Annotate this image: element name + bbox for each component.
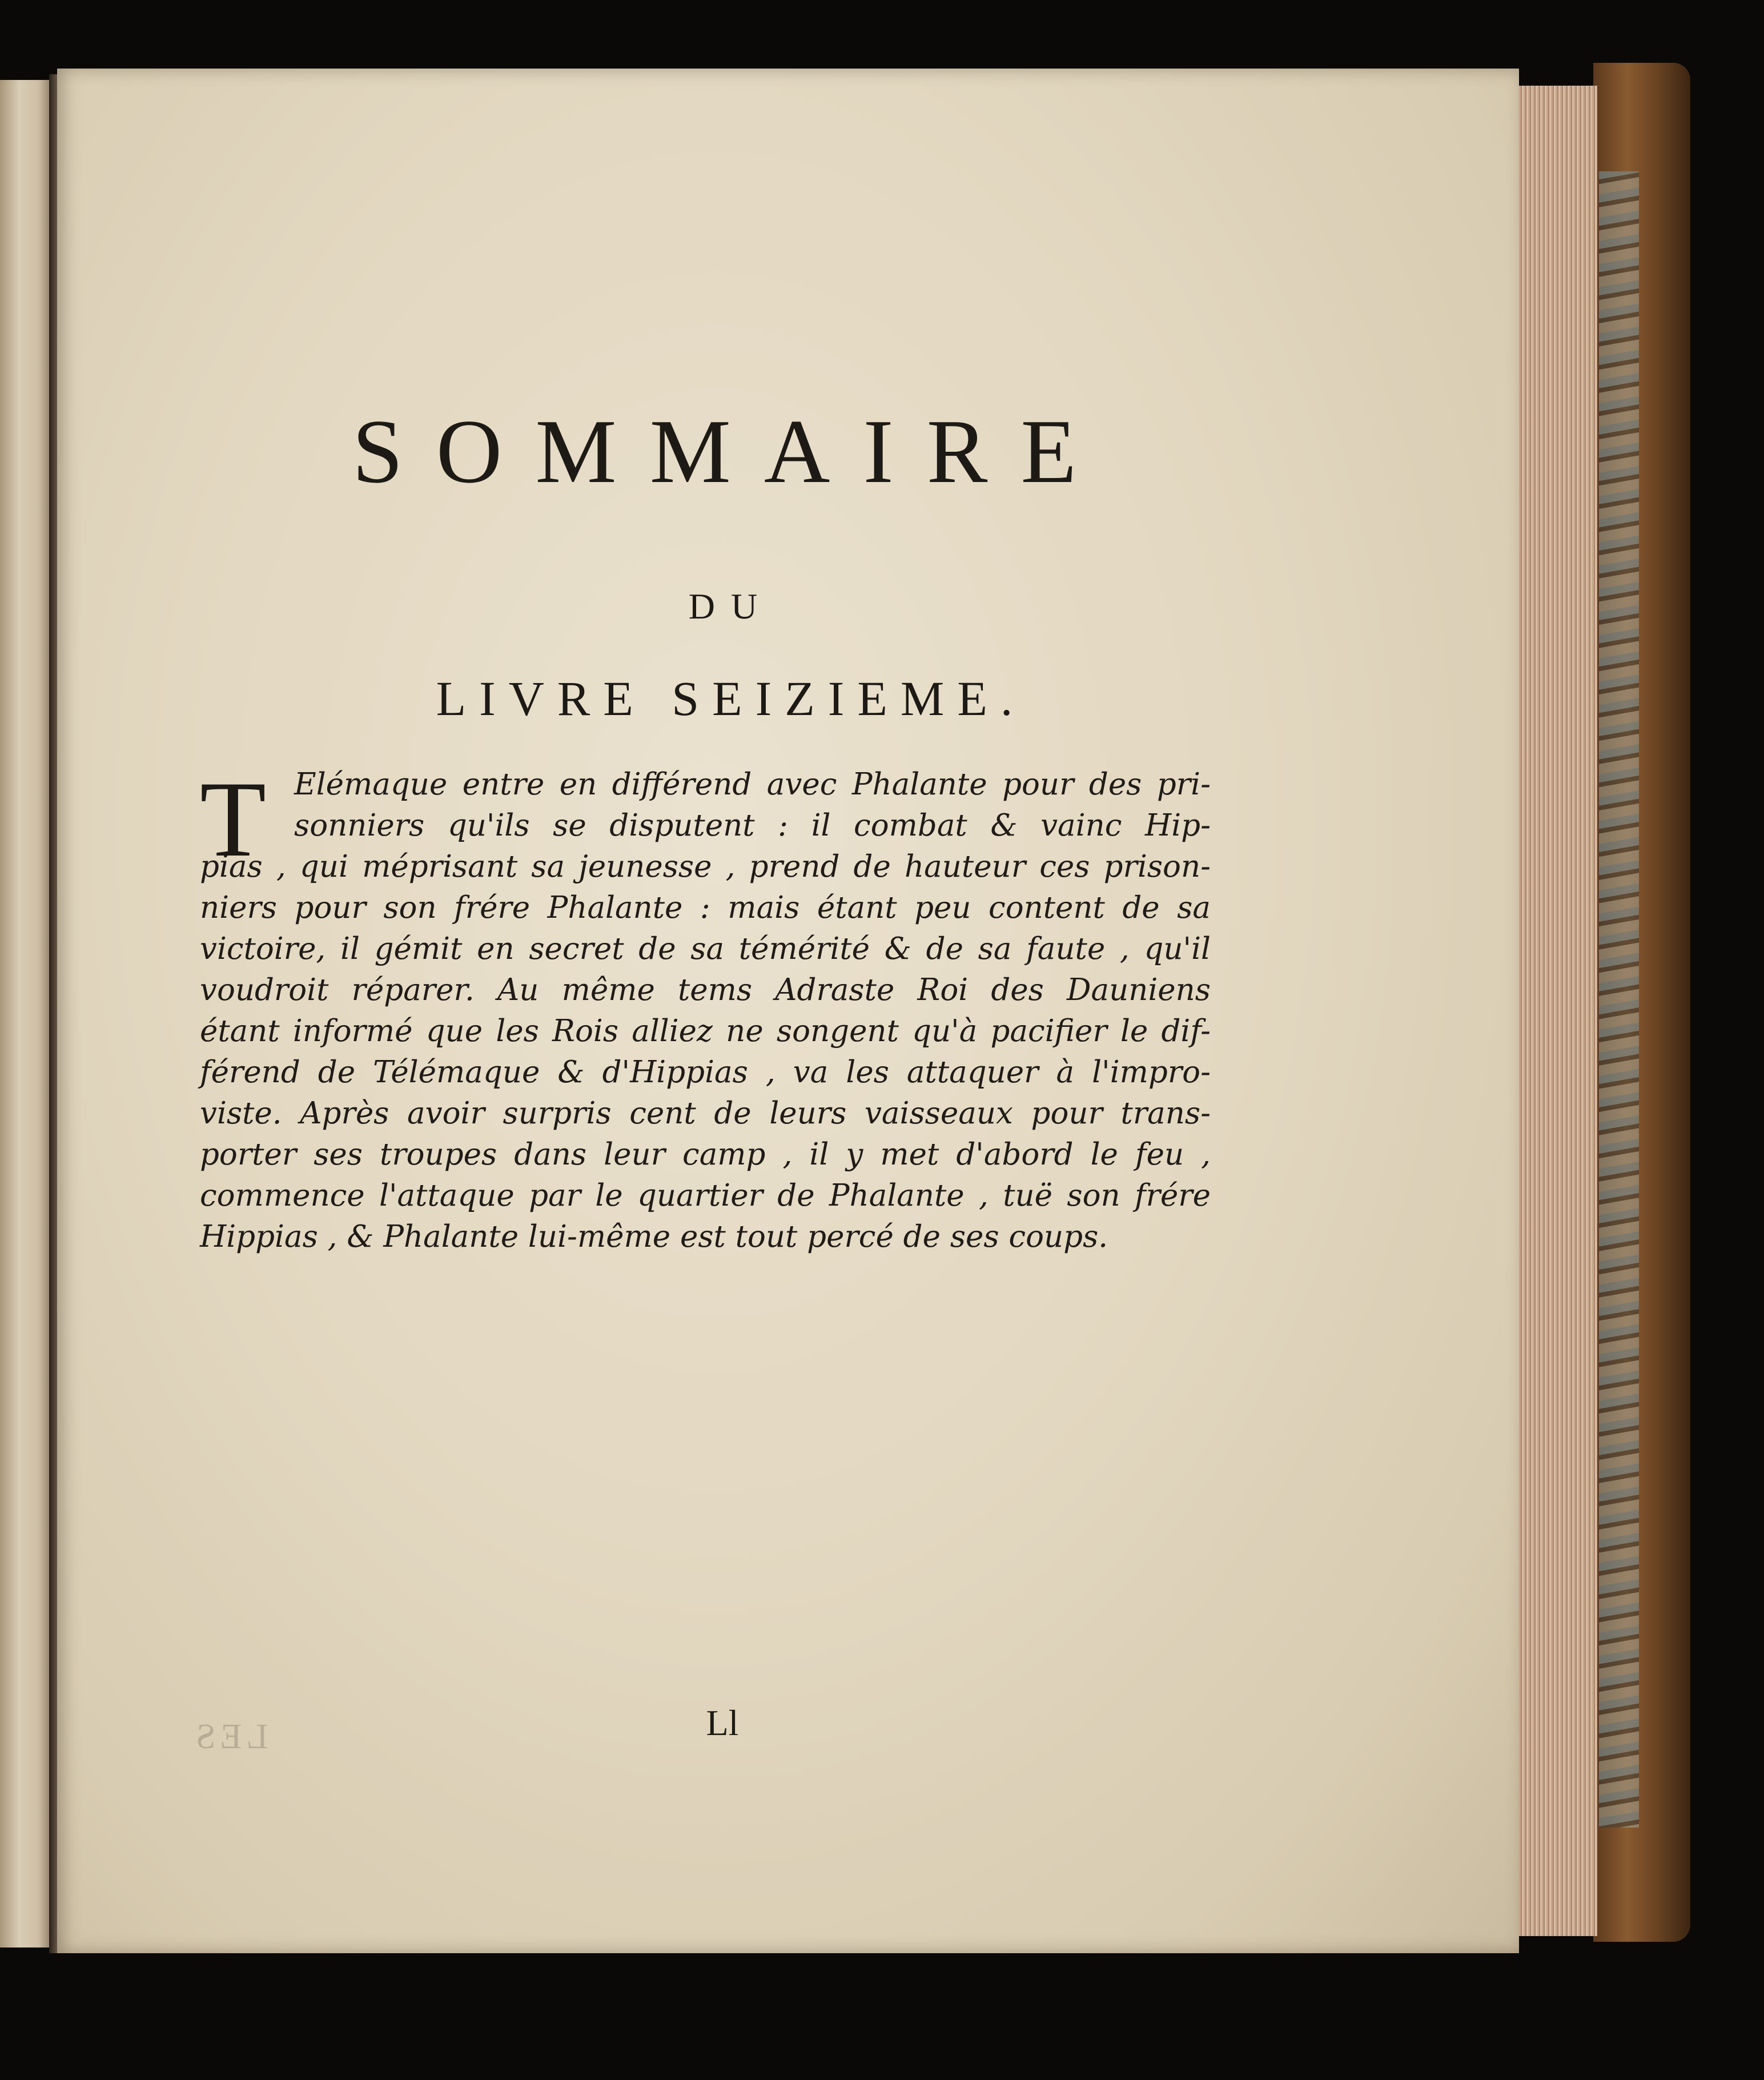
summary-line: victoire, il gémit en secret de sa témérité & de sa faute , qu'il xyxy=(200,931,1211,966)
drop-cap: T xyxy=(200,760,267,880)
book-page xyxy=(57,69,1519,1953)
page-title: SOMMAIRE xyxy=(352,400,1110,502)
summary-line: voudroit réparer. Au même tems Adraste Roi des Dauniens xyxy=(200,973,1211,1007)
summary-paragraph xyxy=(200,760,1211,1258)
summary-line: commence l'attaque par le quartier de Phalante , tuë son frére xyxy=(200,1178,1211,1213)
summary-line: Elémaque entre en différend avec Phalante pour des pri- xyxy=(294,767,1211,802)
show-through-text: LES xyxy=(191,1717,268,1756)
summary-line: sonniers qu'ils se disputent : il combat & vainc Hip- xyxy=(294,808,1211,843)
summary-line: étant informé que les Rois alliez ne songent qu'à pacifier le dif- xyxy=(200,1014,1211,1049)
summary-line: niers pour son frére Phalante : mais étant peu content de sa xyxy=(200,890,1211,925)
summary-line: porter ses troupes dans leur camp , il y met d'abord le feu , xyxy=(200,1137,1211,1172)
page-fore-edge xyxy=(1512,86,1597,1936)
summary-line: Hippias , & Phalante lui-même est tout percé de ses coups. xyxy=(200,1219,1108,1254)
title-connector: DU xyxy=(688,586,774,627)
summary-line: férend de Télémaque & d'Hippias , va les attaquer à l'impro- xyxy=(200,1055,1211,1090)
marbled-endpaper xyxy=(1599,171,1639,1828)
signature-mark: Ll xyxy=(706,1702,739,1743)
summary-line: viste. Après avoir surpris cent de leurs vaisseaux pour trans- xyxy=(200,1096,1211,1131)
page-subtitle: LIVRE SEIZIEME. xyxy=(436,671,1026,726)
summary-line: pias , qui méprisant sa jeunesse , prend de hauteur ces prison- xyxy=(200,849,1211,884)
previous-page-edge xyxy=(0,80,55,1948)
page-content xyxy=(57,69,1519,1953)
